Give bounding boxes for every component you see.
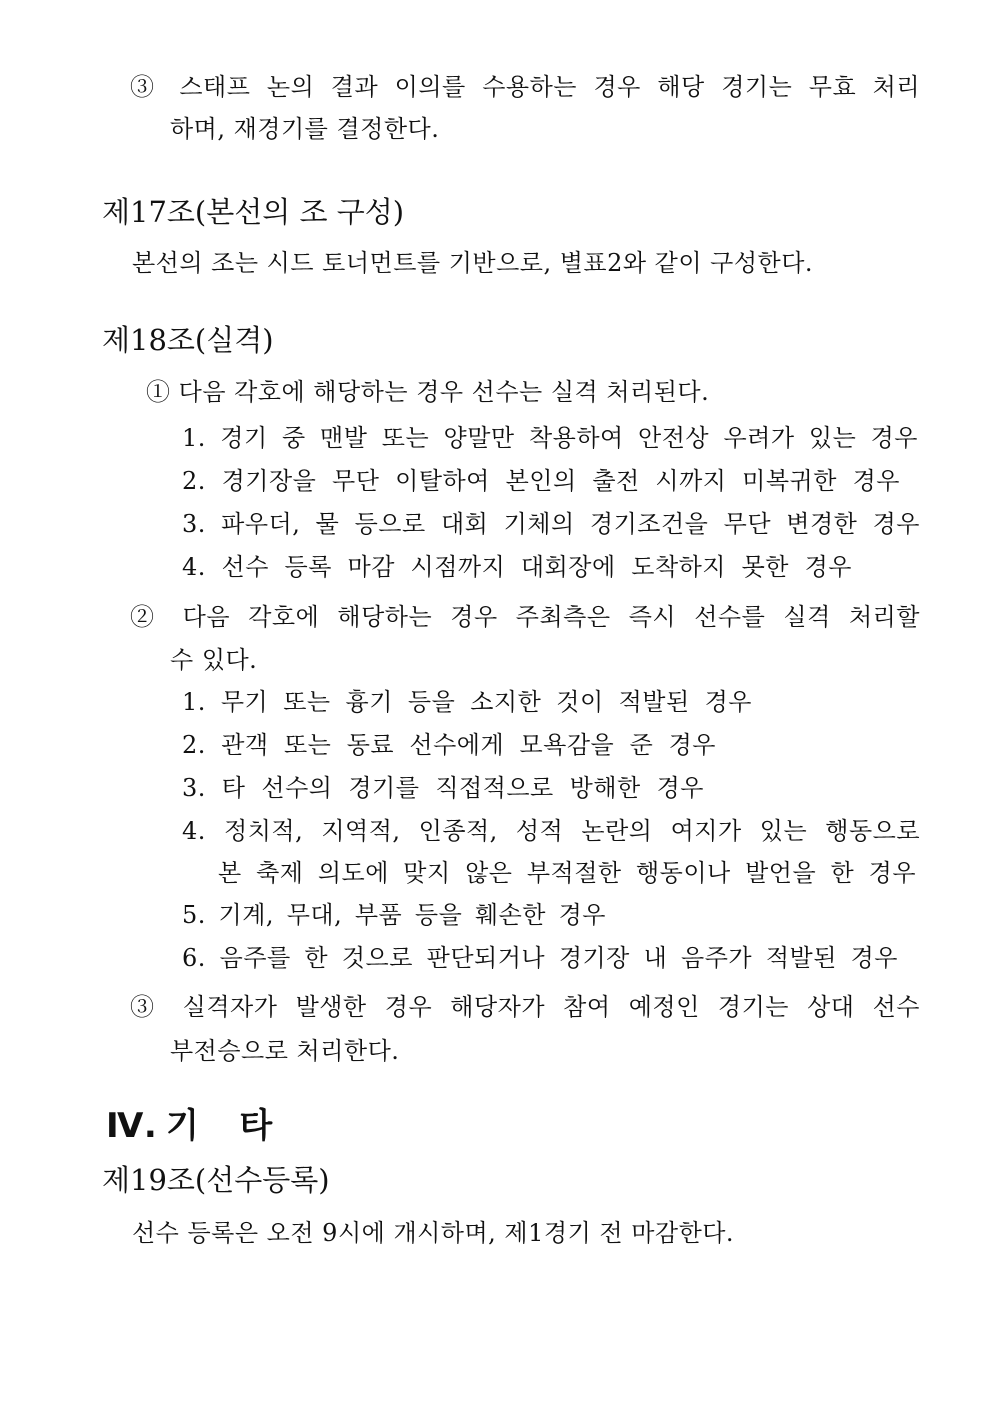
article18-para2-item4-line2: 본 축제 의도에 맞지 않은 부적절한 행동이나 발언을 한 경우 [218, 859, 916, 887]
article18-para2-item4-line1: 4. 정치적, 지역적, 인종적, 성적 논란의 여지가 있는 행동으로 [182, 817, 920, 845]
article18-para3-line1: ③ 실격자가 발생한 경우 해당자가 참여 예정인 경기는 상대 선수 [130, 993, 920, 1021]
article17-body: 본선의 조는 시드 토너먼트를 기반으로, 별표2와 같이 구성한다. [132, 249, 814, 277]
article18-para1-item4: 4. 선수 등록 마감 시점까지 대회장에 도착하지 못한 경우 [182, 553, 852, 581]
article18-para2-item6: 6. 음주를 한 것으로 판단되거나 경기장 내 음주가 적발된 경우 [182, 944, 898, 972]
article18-para2-item1: 1. 무기 또는 흉기 등을 소지한 것이 적발된 경우 [182, 688, 752, 716]
section4-title-a: 기 [166, 1106, 200, 1146]
article16-para3-line2: 하며, 재경기를 결정한다. [170, 115, 440, 143]
section4-heading [106, 1106, 273, 1146]
article18-para2-item3: 3. 타 선수의 경기를 직접적으로 방해한 경우 [182, 774, 704, 802]
article19-body: 선수 등록은 오전 9시에 개시하며, 제1경기 전 마감한다. [132, 1219, 735, 1247]
article19-heading: 제19조(선수등록) [102, 1163, 330, 1197]
article18-para2-item5: 5. 기계, 무대, 부품 등을 훼손한 경우 [182, 901, 606, 929]
section4-title-b: 타 [239, 1106, 273, 1146]
section4-roman: Ⅳ. [106, 1106, 158, 1146]
article18-para1-item3: 3. 파우더, 물 등으로 대회 기체의 경기조건을 무단 변경한 경우 [182, 510, 920, 538]
article18-para3-line2: 부전승으로 처리한다. [170, 1037, 400, 1065]
article18-para2-line2: 수 있다. [170, 646, 258, 674]
article17-heading: 제17조(본선의 조 구성) [102, 195, 405, 229]
article16-para3-line1: ③ 스태프 논의 결과 이의를 수용하는 경우 해당 경기는 무효 처리 [130, 73, 920, 101]
article18-para1: ① 다음 각호에 해당하는 경우 선수는 실격 처리된다. [146, 378, 710, 406]
article18-para1-item2: 2. 경기장을 무단 이탈하여 본인의 출전 시까지 미복귀한 경우 [182, 467, 900, 495]
article18-para1-item1: 1. 경기 중 맨발 또는 양말만 착용하여 안전상 우려가 있는 경우 [182, 424, 918, 452]
article18-heading: 제18조(실격) [102, 323, 274, 357]
article18-para2-item2: 2. 관객 또는 동료 선수에게 모욕감을 준 경우 [182, 731, 716, 759]
article18-para2-line1: ② 다음 각호에 해당하는 경우 주최측은 즉시 선수를 실격 처리할 [130, 603, 920, 631]
